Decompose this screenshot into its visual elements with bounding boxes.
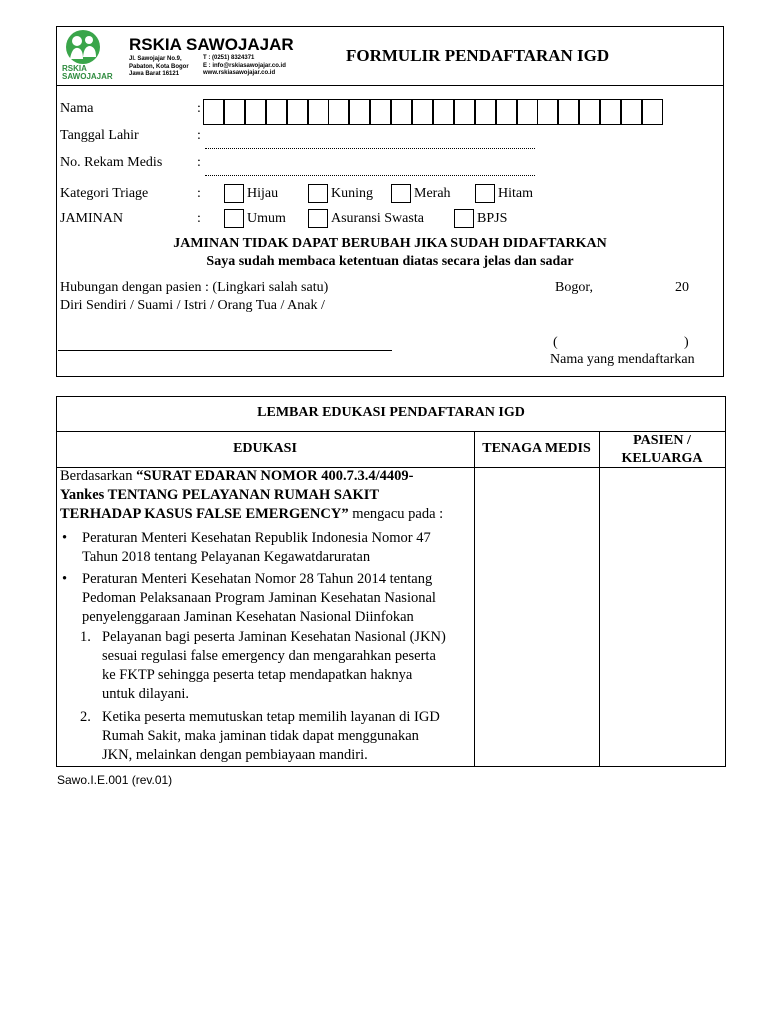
nama-char-cell[interactable] <box>224 99 245 125</box>
nama-char-cell[interactable] <box>454 99 475 125</box>
logo-word-rskia: RSKIA <box>62 64 87 73</box>
hospital-web: www.rskiasawojajar.co.id <box>203 70 276 76</box>
jaminan-label: JAMINAN <box>60 211 123 226</box>
nama-char-cell[interactable] <box>203 99 224 125</box>
hospital-logo-icon <box>64 29 102 65</box>
year-label: 20 <box>675 280 689 295</box>
nama-char-cell[interactable] <box>475 99 496 125</box>
number-marker: 1. <box>80 629 91 645</box>
number-marker: 2. <box>80 709 91 725</box>
form-title: FORMULIR PENDAFTARAN IGD <box>346 46 610 65</box>
hospital-phone: T : (0251) 8324371 <box>203 55 255 61</box>
tanggal-lahir-colon: : <box>197 128 201 143</box>
triage-label: Kategori Triage <box>60 186 149 201</box>
signer-label: Nama yang mendaftarkan <box>550 352 695 367</box>
header-divider <box>56 85 724 86</box>
nama-char-cell[interactable] <box>287 99 308 125</box>
hospital-name: RSKIA SAWOJAJAR <box>129 35 294 54</box>
nama-char-cell[interactable] <box>370 99 391 125</box>
jaminan-asuransi-checkbox[interactable] <box>308 209 328 228</box>
hubungan-label: Hubungan dengan pasien : (Lingkari salah satu) <box>60 280 329 295</box>
triage-kuning-checkbox[interactable] <box>308 184 328 203</box>
nama-char-cell[interactable] <box>537 99 558 125</box>
nama-char-cell[interactable] <box>558 99 579 125</box>
nama-char-cell[interactable] <box>391 99 412 125</box>
jaminan-bpjs-label: BPJS <box>477 211 508 226</box>
rekam-medis-colon: : <box>197 155 201 170</box>
triage-hitam-checkbox[interactable] <box>475 184 495 203</box>
signature-line[interactable] <box>58 350 392 351</box>
signer-paren-close: ) <box>684 335 689 350</box>
jaminan-warning: JAMINAN TIDAK DAPAT BERUBAH JIKA SUDAH DIDAFTARKAN <box>173 236 607 251</box>
bullet-item: • Peraturan Menteri Kesehatan Republik Indonesia Nomor 47 Tahun 2018 tentang Pelayanan Kegawatdaruratan <box>62 530 431 565</box>
bullet-icon: • <box>62 530 68 546</box>
nama-label: Nama <box>60 101 94 116</box>
nama-char-cell[interactable] <box>517 99 538 125</box>
jaminan-colon: : <box>197 211 201 226</box>
edukasi-title: LEMBAR EDUKASI PENDAFTARAN IGD <box>257 405 525 420</box>
nama-char-cell[interactable] <box>496 99 517 125</box>
nama-char-cell[interactable] <box>412 99 433 125</box>
hospital-address: Jl. Sawojajar No.9, Pabaton, Kota Bogor Jawa Barat 16121 <box>129 56 189 77</box>
logo-word-sawojajar: SAWOJAJAR <box>62 72 113 81</box>
column-divider-1 <box>474 431 475 767</box>
nama-char-cell[interactable] <box>621 99 642 125</box>
triage-colon: : <box>197 186 201 201</box>
tanggal-lahir-field[interactable] <box>205 148 535 149</box>
col-header-tenaga-medis: TENAGA MEDIS <box>482 441 591 456</box>
form-code: Sawo.I.E.001 (rev.01) <box>57 773 173 787</box>
jaminan-asuransi-label: Asuransi Swasta <box>331 211 424 226</box>
nama-char-cell[interactable] <box>349 99 370 125</box>
jaminan-umum-checkbox[interactable] <box>224 209 244 228</box>
numbered-item: 1. Pelayanan bagi peserta Jaminan Kesehatan Nasional (JKN) sesuai regulasi false emergency dan mengarahkan peserta ke FKTP sehingga peserta tetap mendapatkan haknya untuk dilayani. <box>80 629 446 702</box>
triage-kuning-label: Kuning <box>331 186 373 201</box>
triage-hijau-checkbox[interactable] <box>224 184 244 203</box>
city-label: Bogor, <box>555 280 593 295</box>
col-header-pasien: PASIEN / KELUARGA <box>621 433 703 466</box>
nama-char-cell[interactable] <box>328 99 349 125</box>
nama-char-cell[interactable] <box>308 99 329 125</box>
signer-paren-open: ( <box>553 335 558 350</box>
bullet-list <box>60 529 472 627</box>
rekam-medis-field[interactable] <box>205 175 535 176</box>
jaminan-umum-label: Umum <box>247 211 286 226</box>
triage-merah-label: Merah <box>414 186 451 201</box>
nama-char-cell[interactable] <box>600 99 621 125</box>
tanggal-lahir-label: Tanggal Lahir <box>60 128 139 143</box>
column-divider-2 <box>599 431 600 767</box>
bullet-icon: • <box>62 571 68 587</box>
hospital-contact <box>203 55 286 78</box>
numbered-list <box>60 628 472 765</box>
nama-char-cell[interactable] <box>266 99 287 125</box>
triage-hijau-label: Hijau <box>247 186 279 201</box>
statement-text: Saya sudah membaca ketentuan diatas secara jelas dan sadar <box>206 254 574 269</box>
registration-form-box <box>56 26 724 377</box>
nama-char-cell[interactable] <box>433 99 454 125</box>
bullet-item: • Peraturan Menteri Kesehatan Nomor 28 Tahun 2014 tentang Pedoman Pelaksanaan Program Jaminan Kesehatan Nasional penyelenggaraan Jaminan Kesehatan Nasional Diinfokan <box>62 571 436 625</box>
hubungan-options[interactable]: Diri Sendiri / Suami / Istri / Orang Tua / Anak / <box>60 298 325 313</box>
hospital-email: E : info@rskiasawojajar.co.id <box>203 62 286 69</box>
rekam-medis-label: No. Rekam Medis <box>60 155 163 170</box>
edukasi-intro: Berdasarkan “SURAT EDARAN NOMOR 400.7.3.4/4409- Yankes TENTANG PELAYANAN RUMAH SAKIT TERHADAP KASUS FALSE EMERGENCY” mengacu pada : <box>60 468 444 522</box>
triage-hitam-label: Hitam <box>498 186 533 201</box>
col-header-edukasi: EDUKASI <box>233 441 297 456</box>
triage-merah-checkbox[interactable] <box>391 184 411 203</box>
jaminan-bpjs-checkbox[interactable] <box>454 209 474 228</box>
numbered-item: 2. Ketika peserta memutuskan tetap memilih layanan di IGD Rumah Sakit, maka jaminan tidak dapat menggunakan JKN, melainkan dengan pembiayaan mandiri. <box>80 709 440 763</box>
nama-char-cell[interactable] <box>642 99 663 125</box>
nama-char-cell[interactable] <box>579 99 600 125</box>
nama-char-cell[interactable] <box>245 99 266 125</box>
nama-colon: : <box>197 101 201 116</box>
